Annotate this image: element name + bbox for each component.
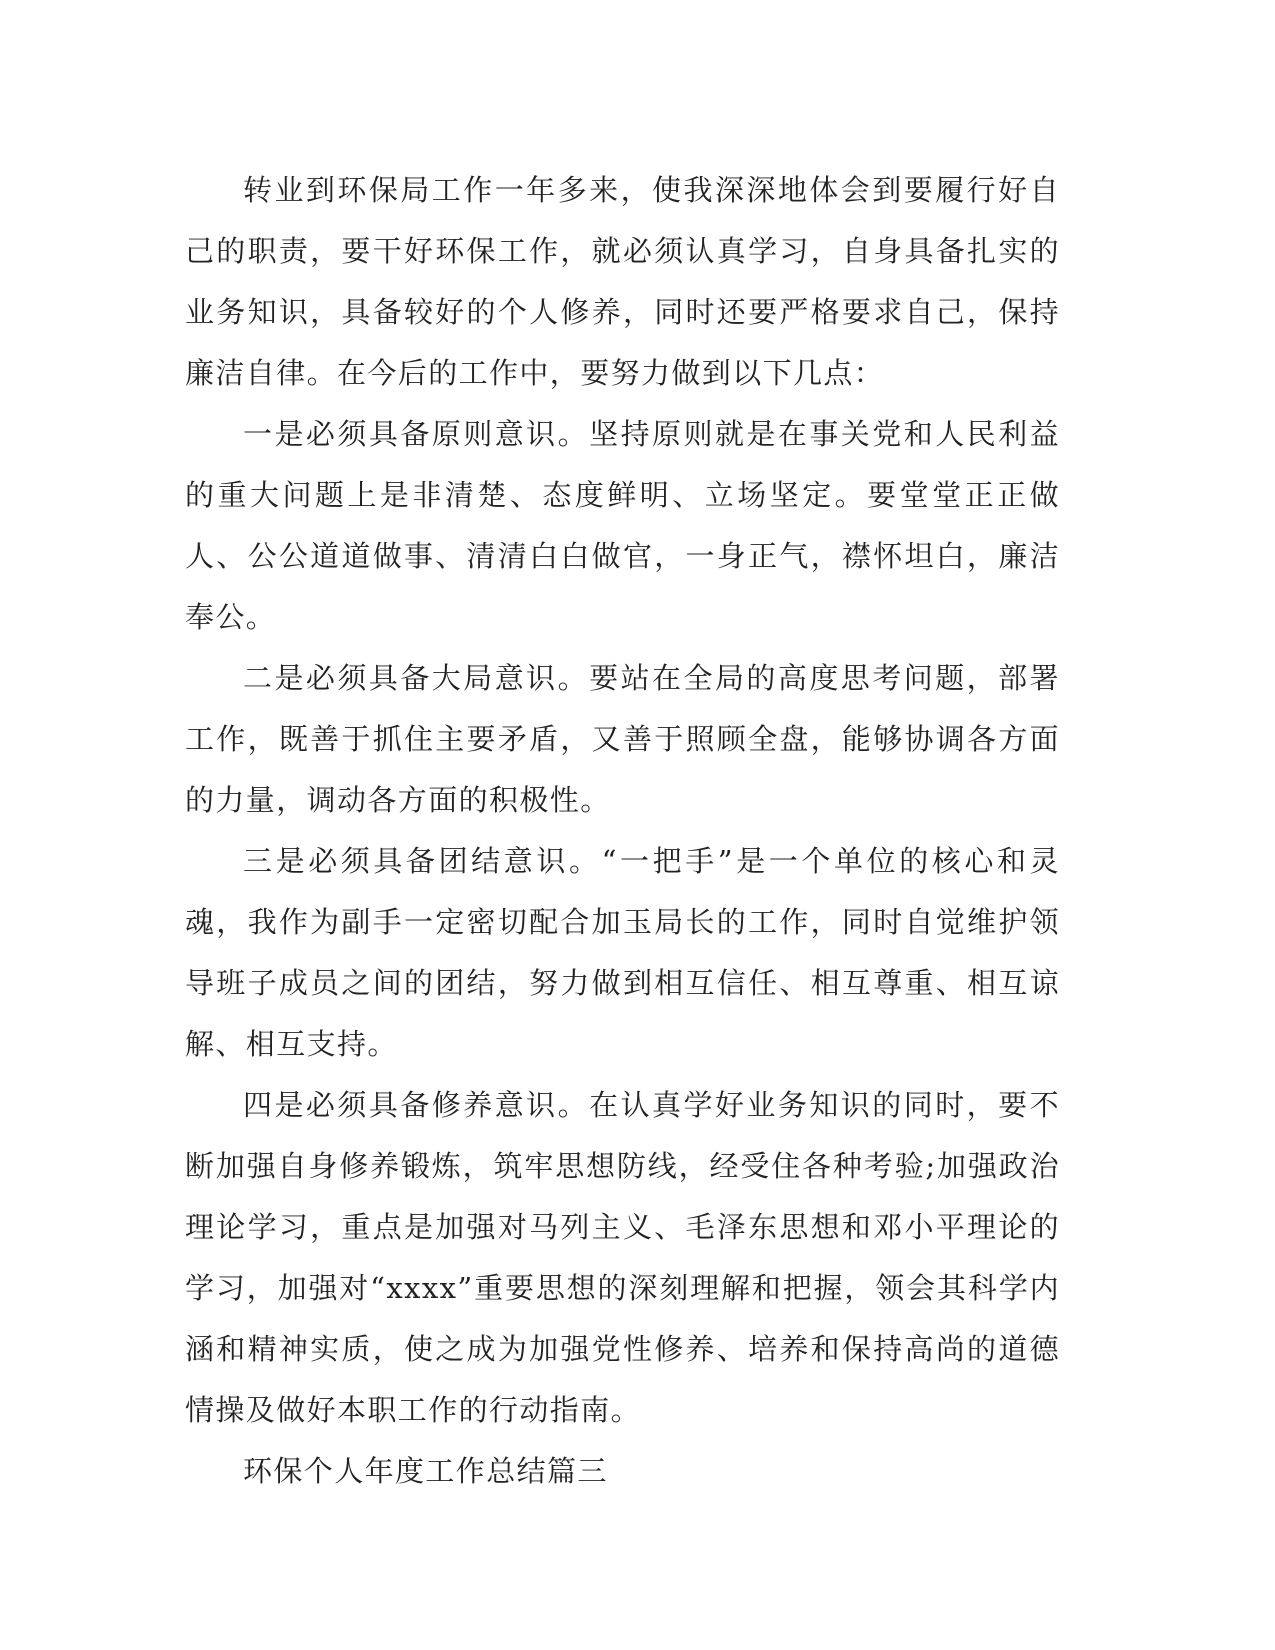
section-heading: 环保个人年度工作总结篇三 (243, 1454, 608, 1488)
document-body (185, 160, 1060, 1502)
paragraph-point-four: 四是必须具备修养意识。在认真学好业务知识的同时，要不断加强自身修养锻炼，筑牢思想防线，经受住各种考验;加强政治理论学习，重点是加强对马列主义、毛泽东思想和邓小平理论的学习，加强对“xxxx”重要思想的深刻理解和把握，领会其科学内涵和精神实质，使之成为加强党性修养、培养和保持高尚的道德情操及做好本职工作的行动指南。 (185, 1088, 1060, 1427)
paragraph-point-one: 一是必须具备原则意识。坚持原则就是在事关党和人民利益的重大问题上是非清楚、态度鲜明、立场坚定。要堂堂正正做人、公公道道做事、清清白白做官，一身正气，襟怀坦白，廉洁奉公。 (185, 417, 1060, 634)
paragraph-point-three: 三是必须具备团结意识。“一把手”是一个单位的核心和灵魂，我作为副手一定密切配合加玉局长的工作，同时自觉维护领导班子成员之间的团结，努力做到相互信任、相互尊重、相互谅解、相互支持。 (185, 844, 1060, 1061)
paragraph-point-two: 二是必须具备大局意识。要站在全局的高度思考问题，部署工作，既善于抓住主要矛盾，又善于照顾全盘，能够协调各方面的力量，调动各方面的积极性。 (185, 661, 1060, 817)
paragraph-intro: 转业到环保局工作一年多来，使我深深地体会到要履行好自己的职责，要干好环保工作，就必须认真学习，自身具备扎实的业务知识，具备较好的个人修养，同时还要严格要求自己，保持廉洁自律。在今后的工作中，要努力做到以下几点： (185, 173, 1060, 390)
